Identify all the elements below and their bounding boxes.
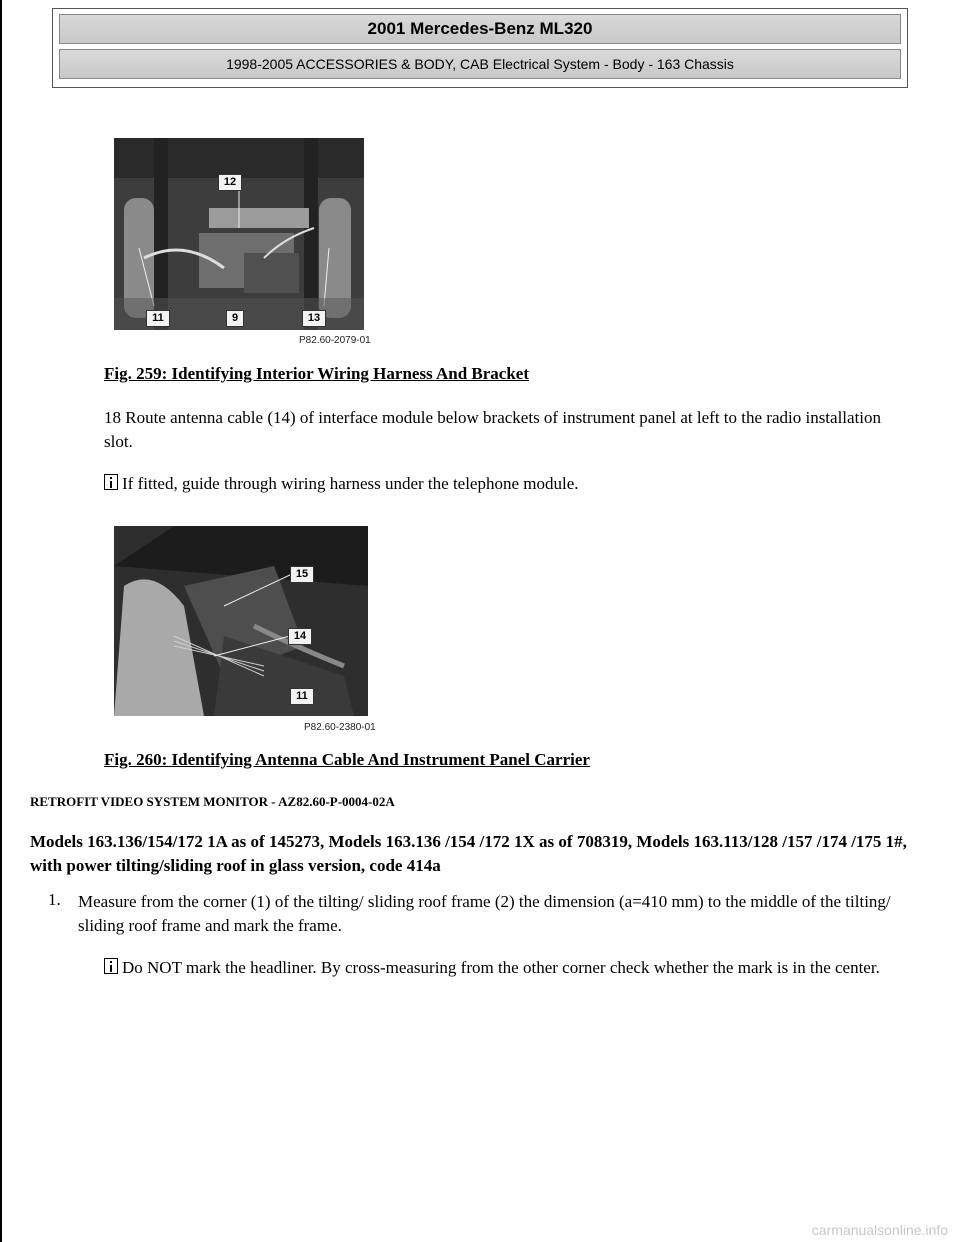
step-18-note-text: If fitted, guide through wiring harness under the telephone module. [122,474,579,493]
watermark: carmanualsonline.info [811,1222,948,1238]
page-border [0,0,2,1242]
step-1-note [104,956,904,980]
callout-13: 13 [302,310,326,327]
figure-260 [114,526,376,738]
figure-259-illustration [114,138,364,330]
callout-12: 12 [218,174,242,191]
document-title: 2001 Mercedes-Benz ML320 [59,14,901,44]
callout-14: 14 [288,628,312,645]
section-heading: RETROFIT VIDEO SYSTEM MONITOR - AZ82.60-P-0004-02A [30,794,395,809]
figure-259 [114,138,371,350]
note-icon [104,958,118,974]
callout-11b: 11 [290,688,314,705]
callout-15: 15 [290,566,314,583]
figure-260-photo [114,526,368,716]
figure-259-caption: Fig. 259: Identifying Interior Wiring Harness And Bracket [104,364,530,383]
figure-260-caption: Fig. 260: Identifying Antenna Cable And Instrument Panel Carrier [104,750,590,769]
figure-259-photo [114,138,364,330]
document-subtitle: 1998-2005 ACCESSORIES & BODY, CAB Electrical System - Body - 163 Chassis [59,49,901,79]
figure-260-code: P82.60-2380-01 [304,722,376,733]
note-icon [104,474,118,490]
step-1-text: Measure from the corner (1) of the tilting/ sliding roof frame (2) the dimension (a=410 mm) to the middle of the tilting/ sliding roof frame and mark the frame. [78,892,891,935]
step-18-note [104,472,904,496]
figure-259-code: P82.60-2079-01 [299,335,371,346]
callout-9: 9 [226,310,244,327]
step-1-note-text: Do NOT mark the headliner. By cross-measuring from the other corner check whether the mark is in the center. [122,958,880,977]
figure-260-illustration [114,526,368,716]
step-18-text: 18 Route antenna cable (14) of interface module below brackets of instrument panel at left to the radio installation slot. [104,408,882,451]
models-heading: Models 163.136/154/172 1A as of 145273, Models 163.136 /154 /172 1X as of 708319, Models 163.113/128 /157 /174 /175 1#, with power tilting/sliding roof in glass version, code 414a [30,832,907,875]
document-header [52,8,908,88]
step-1-number: 1. [48,890,61,909]
callout-11: 11 [146,310,170,327]
